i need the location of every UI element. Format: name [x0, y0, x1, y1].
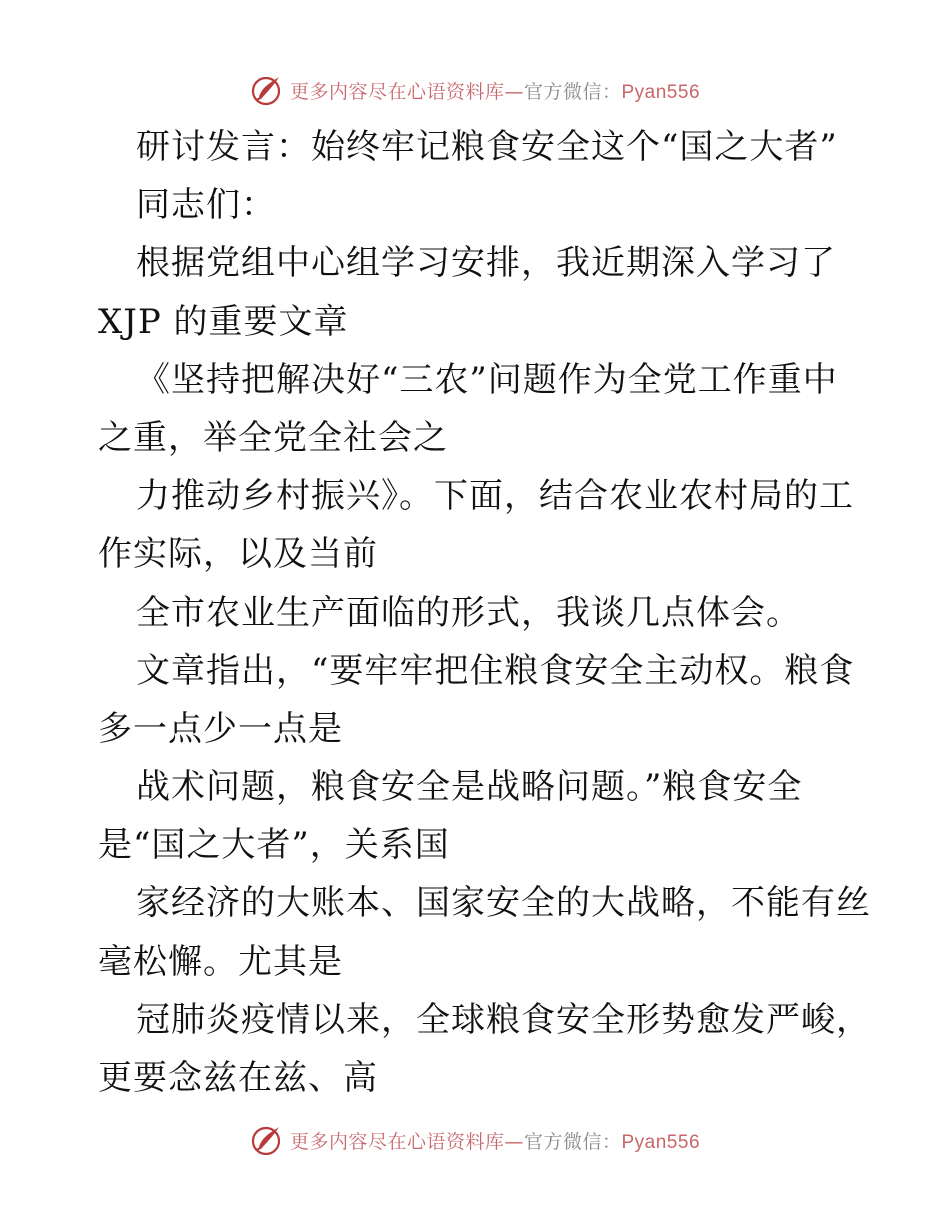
body-line: 根据党组中心组学习安排，我近期深入学习了 [136, 243, 836, 284]
brush-logo-icon [250, 73, 284, 107]
body-line: 家经济的大账本、国家安全的大战略，不能有丝 [136, 883, 871, 924]
body-line: XJP 的重要文章 [98, 301, 349, 342]
body-line: 力推动乡村振兴》。下面，结合农业农村局的工 [136, 476, 854, 517]
watermark-text [290, 77, 700, 104]
body-line: 全市农业生产面临的形式，我谈几点体会。 [136, 592, 801, 633]
body-line: 冠肺炎疫情以来，全球粮食安全形势愈发严峻， [136, 999, 871, 1040]
watermark-text [290, 1127, 700, 1154]
watermark-main: 更多内容尽在心语资料库 [289, 1130, 505, 1153]
body-line: 《坚持把解决好“三农”问题作为全党工作重中 [136, 359, 838, 400]
body-line: 毫松懈。尤其是 [98, 941, 343, 982]
body-line: 文章指出，“要牢牢把住粮食安全主动权。粮食 [136, 650, 855, 691]
watermark-label: 官方微信： [523, 80, 622, 103]
watermark-label: 官方微信： [523, 1130, 622, 1153]
footer-watermark [0, 1120, 950, 1160]
body-line: 之重，举全党全社会之 [98, 417, 448, 458]
header-watermark [0, 70, 950, 110]
body-line: 战术问题，粮食安全是战略问题。”粮食安全 [136, 767, 803, 808]
watermark-id: Pyan556 [621, 1131, 701, 1153]
body-line: 多一点少一点是 [98, 708, 343, 749]
document-body [98, 118, 871, 1107]
body-line: 研讨发言：始终牢记粮食安全这个“国之大者” [136, 127, 838, 167]
brush-logo-icon [250, 1123, 284, 1157]
watermark-main: 更多内容尽在心语资料库 [289, 80, 505, 103]
body-line: 作实际，以及当前 [98, 534, 378, 575]
body-line: 同志们： [136, 185, 276, 226]
body-line: 更要念兹在兹、高 [98, 1058, 378, 1098]
watermark-dash: — [504, 1130, 524, 1153]
watermark-id: Pyan556 [621, 81, 701, 103]
watermark-dash: — [504, 80, 524, 103]
body-line: 是“国之大者”，关系国 [98, 825, 450, 866]
